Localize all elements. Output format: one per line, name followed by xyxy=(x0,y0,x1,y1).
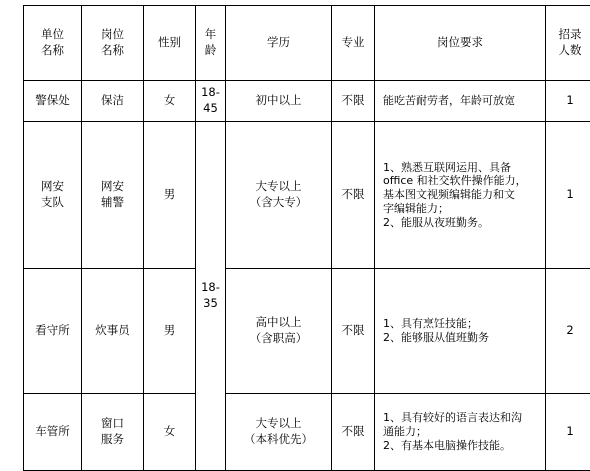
header-row xyxy=(24,6,590,81)
cell-count: 1 xyxy=(546,122,590,269)
header-major: 专业 xyxy=(332,6,375,81)
cell-position: 炊事员 xyxy=(82,269,144,394)
table-row xyxy=(24,122,590,269)
table-row xyxy=(24,394,590,471)
header-gender: 性别 xyxy=(144,6,196,81)
header-unit: 单位 名称 xyxy=(24,6,82,81)
cell-major: 不限 xyxy=(332,122,375,269)
cell-age-shared: 18- 35 xyxy=(196,122,226,471)
cell-position: 保洁 xyxy=(82,81,144,122)
header-education: 学历 xyxy=(226,6,332,81)
header-requirements: 岗位要求 xyxy=(375,6,546,81)
table-row xyxy=(24,81,590,122)
cell-requirements: 1、具有较好的语言表达和沟 通能力； 2、有基本电脑操作技能。 xyxy=(375,394,546,471)
cell-education: 初中以上 xyxy=(226,81,332,122)
header-position: 岗位 名称 xyxy=(82,6,144,81)
cell-count: 1 xyxy=(546,394,590,471)
header-count: 招录 人数 xyxy=(546,6,590,81)
cell-unit: 网安 支队 xyxy=(24,122,82,269)
cell-gender: 男 xyxy=(144,269,196,394)
cell-education: 大专以上 （本科优先） xyxy=(226,394,332,471)
cell-gender: 女 xyxy=(144,394,196,471)
header-age: 年 龄 xyxy=(196,6,226,81)
cell-position: 网安 辅警 xyxy=(82,122,144,269)
cell-count: 1 xyxy=(546,81,590,122)
cell-education: 高中以上 （含职高） xyxy=(226,269,332,394)
cell-major: 不限 xyxy=(332,394,375,471)
table-row xyxy=(24,269,590,394)
cell-unit: 警保处 xyxy=(24,81,82,122)
cell-education: 大专以上 （含大专） xyxy=(226,122,332,269)
cell-count: 2 xyxy=(546,269,590,394)
cell-gender: 男 xyxy=(144,122,196,269)
cell-major: 不限 xyxy=(332,81,375,122)
cell-position: 窗口 服务 xyxy=(82,394,144,471)
cell-requirements: 1、具有烹饪技能； 2、能够服从值班勤务 xyxy=(375,269,546,394)
cell-requirements: 1、熟悉互联网运用、具备 office 和社交软件操作能力， 基本图文视频编辑能力和文 字编辑能力； 2、能服从夜班勤务。 xyxy=(375,122,546,269)
recruitment-table xyxy=(23,5,590,471)
cell-requirements: 能吃苦耐劳者，年龄可放宽 xyxy=(375,81,546,122)
cell-major: 不限 xyxy=(332,269,375,394)
cell-age: 18- 45 xyxy=(196,81,226,122)
cell-gender: 女 xyxy=(144,81,196,122)
cell-unit: 车管所 xyxy=(24,394,82,471)
cell-unit: 看守所 xyxy=(24,269,82,394)
